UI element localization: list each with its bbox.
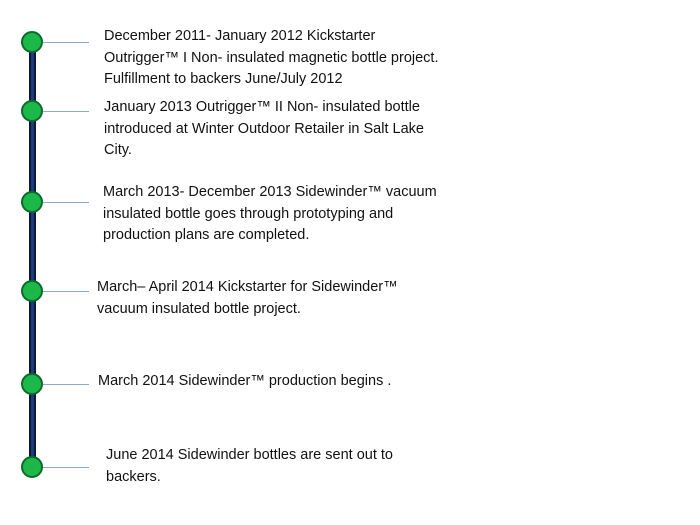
timeline-node [21, 191, 43, 213]
timeline-node [21, 31, 43, 53]
timeline-event-text: March– April 2014 Kickstarter for Sidewinder™ vacuum insulated bottle project. [97, 279, 398, 317]
timeline-connector [43, 467, 89, 468]
timeline-event-text: January 2013 Outrigger™ II Non- insulated bottle introduced at Winter Outdoor Retailer in Salt Lake City. [104, 99, 424, 158]
timeline-event-text: December 2011- January 2012 Kickstarter Outrigger™ I Non- insulated magnetic bottle project. Fulfillment to backers June/July 2012 [104, 28, 439, 87]
timeline-event-text: March 2014 Sidewinder™ production begins . [98, 373, 392, 389]
timeline-event-text: March 2013- December 2013 Sidewinder™ vacuum insulated bottle goes through prototyping and production plans are completed. [103, 184, 437, 243]
timeline-connector [43, 291, 89, 292]
timeline-connector [43, 42, 89, 43]
timeline-connector [43, 111, 89, 112]
timeline-node [21, 373, 43, 395]
timeline-node [21, 100, 43, 122]
timeline-node [21, 280, 43, 302]
timeline-node [21, 456, 43, 478]
timeline-connector [43, 202, 89, 203]
timeline-event-text: June 2014 Sidewinder bottles are sent out to backers. [106, 447, 393, 485]
timeline-connector [43, 384, 89, 385]
